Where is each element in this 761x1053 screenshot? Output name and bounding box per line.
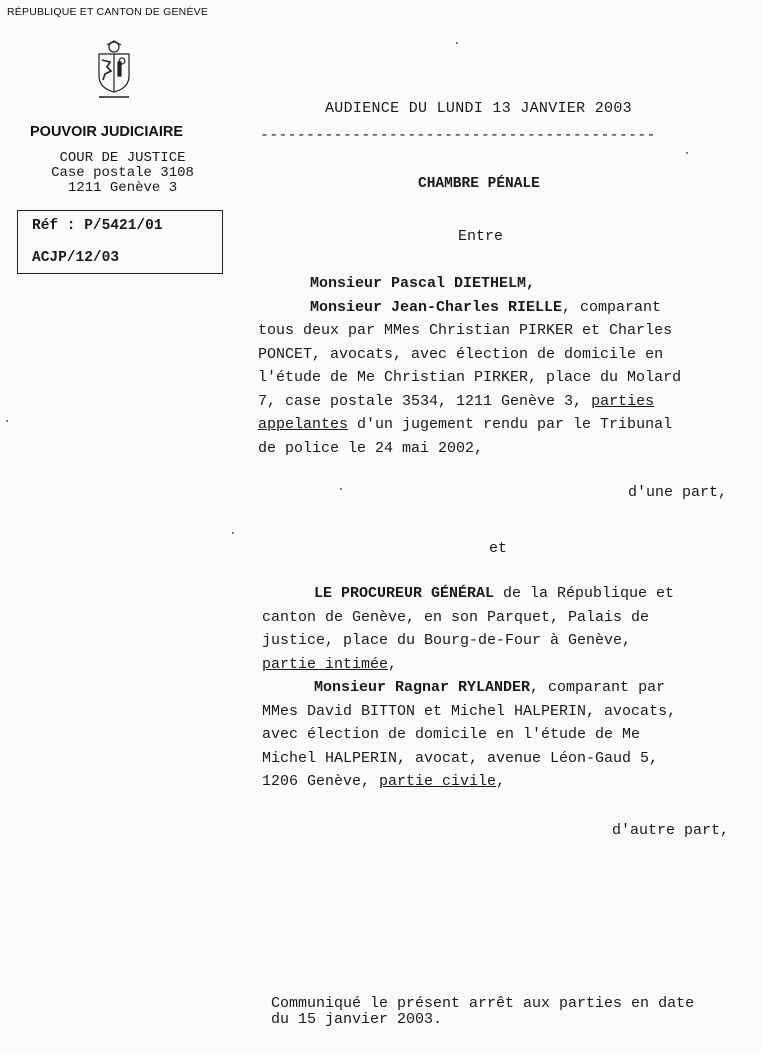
party-name-rylander: Monsieur Ragnar RYLANDER bbox=[314, 679, 531, 696]
hearing-date: AUDIENCE DU LUNDI 13 JANVIER 2003 bbox=[325, 100, 632, 117]
paragraph-line: tous deux par MMes Christian PIRKER et Charles bbox=[258, 322, 673, 339]
paragraph-line: Michel HALPERIN, avocat, avenue Léon-Gaud 5, bbox=[262, 749, 659, 767]
paragraph-line: l'étude de Me Christian PIRKER, place du Molard bbox=[258, 369, 682, 386]
procureur-general: LE PROCUREUR GÉNÉRAL bbox=[314, 585, 495, 602]
case-reference: Réf : P/5421/01 bbox=[32, 218, 163, 234]
pouvoir-judiciaire-title: POUVOIR JUDICIAIRE bbox=[30, 124, 184, 140]
paragraph-line: canton de Genève, en son Parquet, Palais de bbox=[262, 608, 650, 626]
footer-line: Communiqué le présent arrêt aux parties en date bbox=[271, 995, 695, 1012]
appellants-paragraph: Monsieur Pascal DIETHELM, Monsieur Jean-Charles RIELLE, comparant tous deux par MMes Christian PIRKER et Charles PONCET, avocats, avec élection de domicile en l'étude de Me Christian PIRKER, place du Molard 7, case postale 3534, 1211 Genève 3, parties appelantes d'un jugement rendu par le Tribunal de police le 24 mai 2002, bbox=[258, 272, 681, 460]
paragraph-line: MMes David BITTON et Michel HALPERIN, avocats, bbox=[262, 702, 677, 720]
respondents-paragraph: LE PROCUREUR GÉNÉRAL de la République et canton de Genève, en son Parquet, Palais de justice, place du Bourg-de-Four à Genève, partie intimée, Monsieur Ragnar RYLANDER, comparant par MMes David BITTON et Michel HALPERIN, avocats, avec élection de domicile en l'étude de Me Michel HALPERIN, avocat, avenue Léon-Gaud 5, 1206 Genève, partie civile, bbox=[262, 585, 677, 790]
entre-label: Entre bbox=[458, 228, 504, 245]
d-autre-part: d'autre part, bbox=[612, 822, 730, 839]
communication-note bbox=[271, 996, 694, 1028]
footer-line: du 15 janvier 2003. bbox=[271, 1011, 443, 1028]
chamber-title: CHAMBRE PÉNALE bbox=[418, 176, 540, 192]
scan-speck bbox=[232, 532, 234, 534]
geneva-coat-of-arms bbox=[93, 40, 135, 102]
paragraph-line: avec élection de domicile en l'étude de Me bbox=[262, 726, 641, 743]
court-city: 1211 Genève 3 bbox=[67, 180, 178, 196]
republic-header: RÉPUBLIQUE ET CANTON DE GENÈVE bbox=[7, 6, 209, 18]
scan-speck bbox=[456, 42, 458, 44]
court-name: COUR DE JUSTICE bbox=[59, 150, 186, 166]
paragraph-line: de police le 24 mai 2002, bbox=[258, 439, 484, 457]
paragraph-line: justice, place du Bourg-de-Four à Genève, bbox=[262, 632, 632, 649]
scan-speck bbox=[6, 420, 8, 422]
decision-reference: ACJP/12/03 bbox=[32, 250, 120, 266]
scan-speck bbox=[686, 152, 688, 154]
parties-underlined: parties bbox=[591, 392, 655, 410]
d-une-part: d'une part, bbox=[628, 484, 728, 501]
court-postal-box: Case postale 3108 bbox=[51, 165, 194, 181]
court-address bbox=[40, 151, 205, 196]
scan-speck bbox=[340, 488, 342, 490]
partie-civile: partie civile bbox=[379, 773, 497, 790]
partie-intimee: partie intimée bbox=[262, 655, 389, 673]
et-label: et bbox=[489, 540, 508, 557]
party-name-1: Monsieur Pascal DIETHELM, bbox=[310, 275, 536, 292]
appelantes-underlined: appelantes bbox=[258, 416, 349, 433]
party-name-2: Monsieur Jean-Charles RIELLE bbox=[310, 298, 563, 316]
paragraph-line: PONCET, avocats, avec élection de domicile en bbox=[258, 345, 664, 363]
separator-line: ------------------------------------------- bbox=[260, 127, 656, 144]
